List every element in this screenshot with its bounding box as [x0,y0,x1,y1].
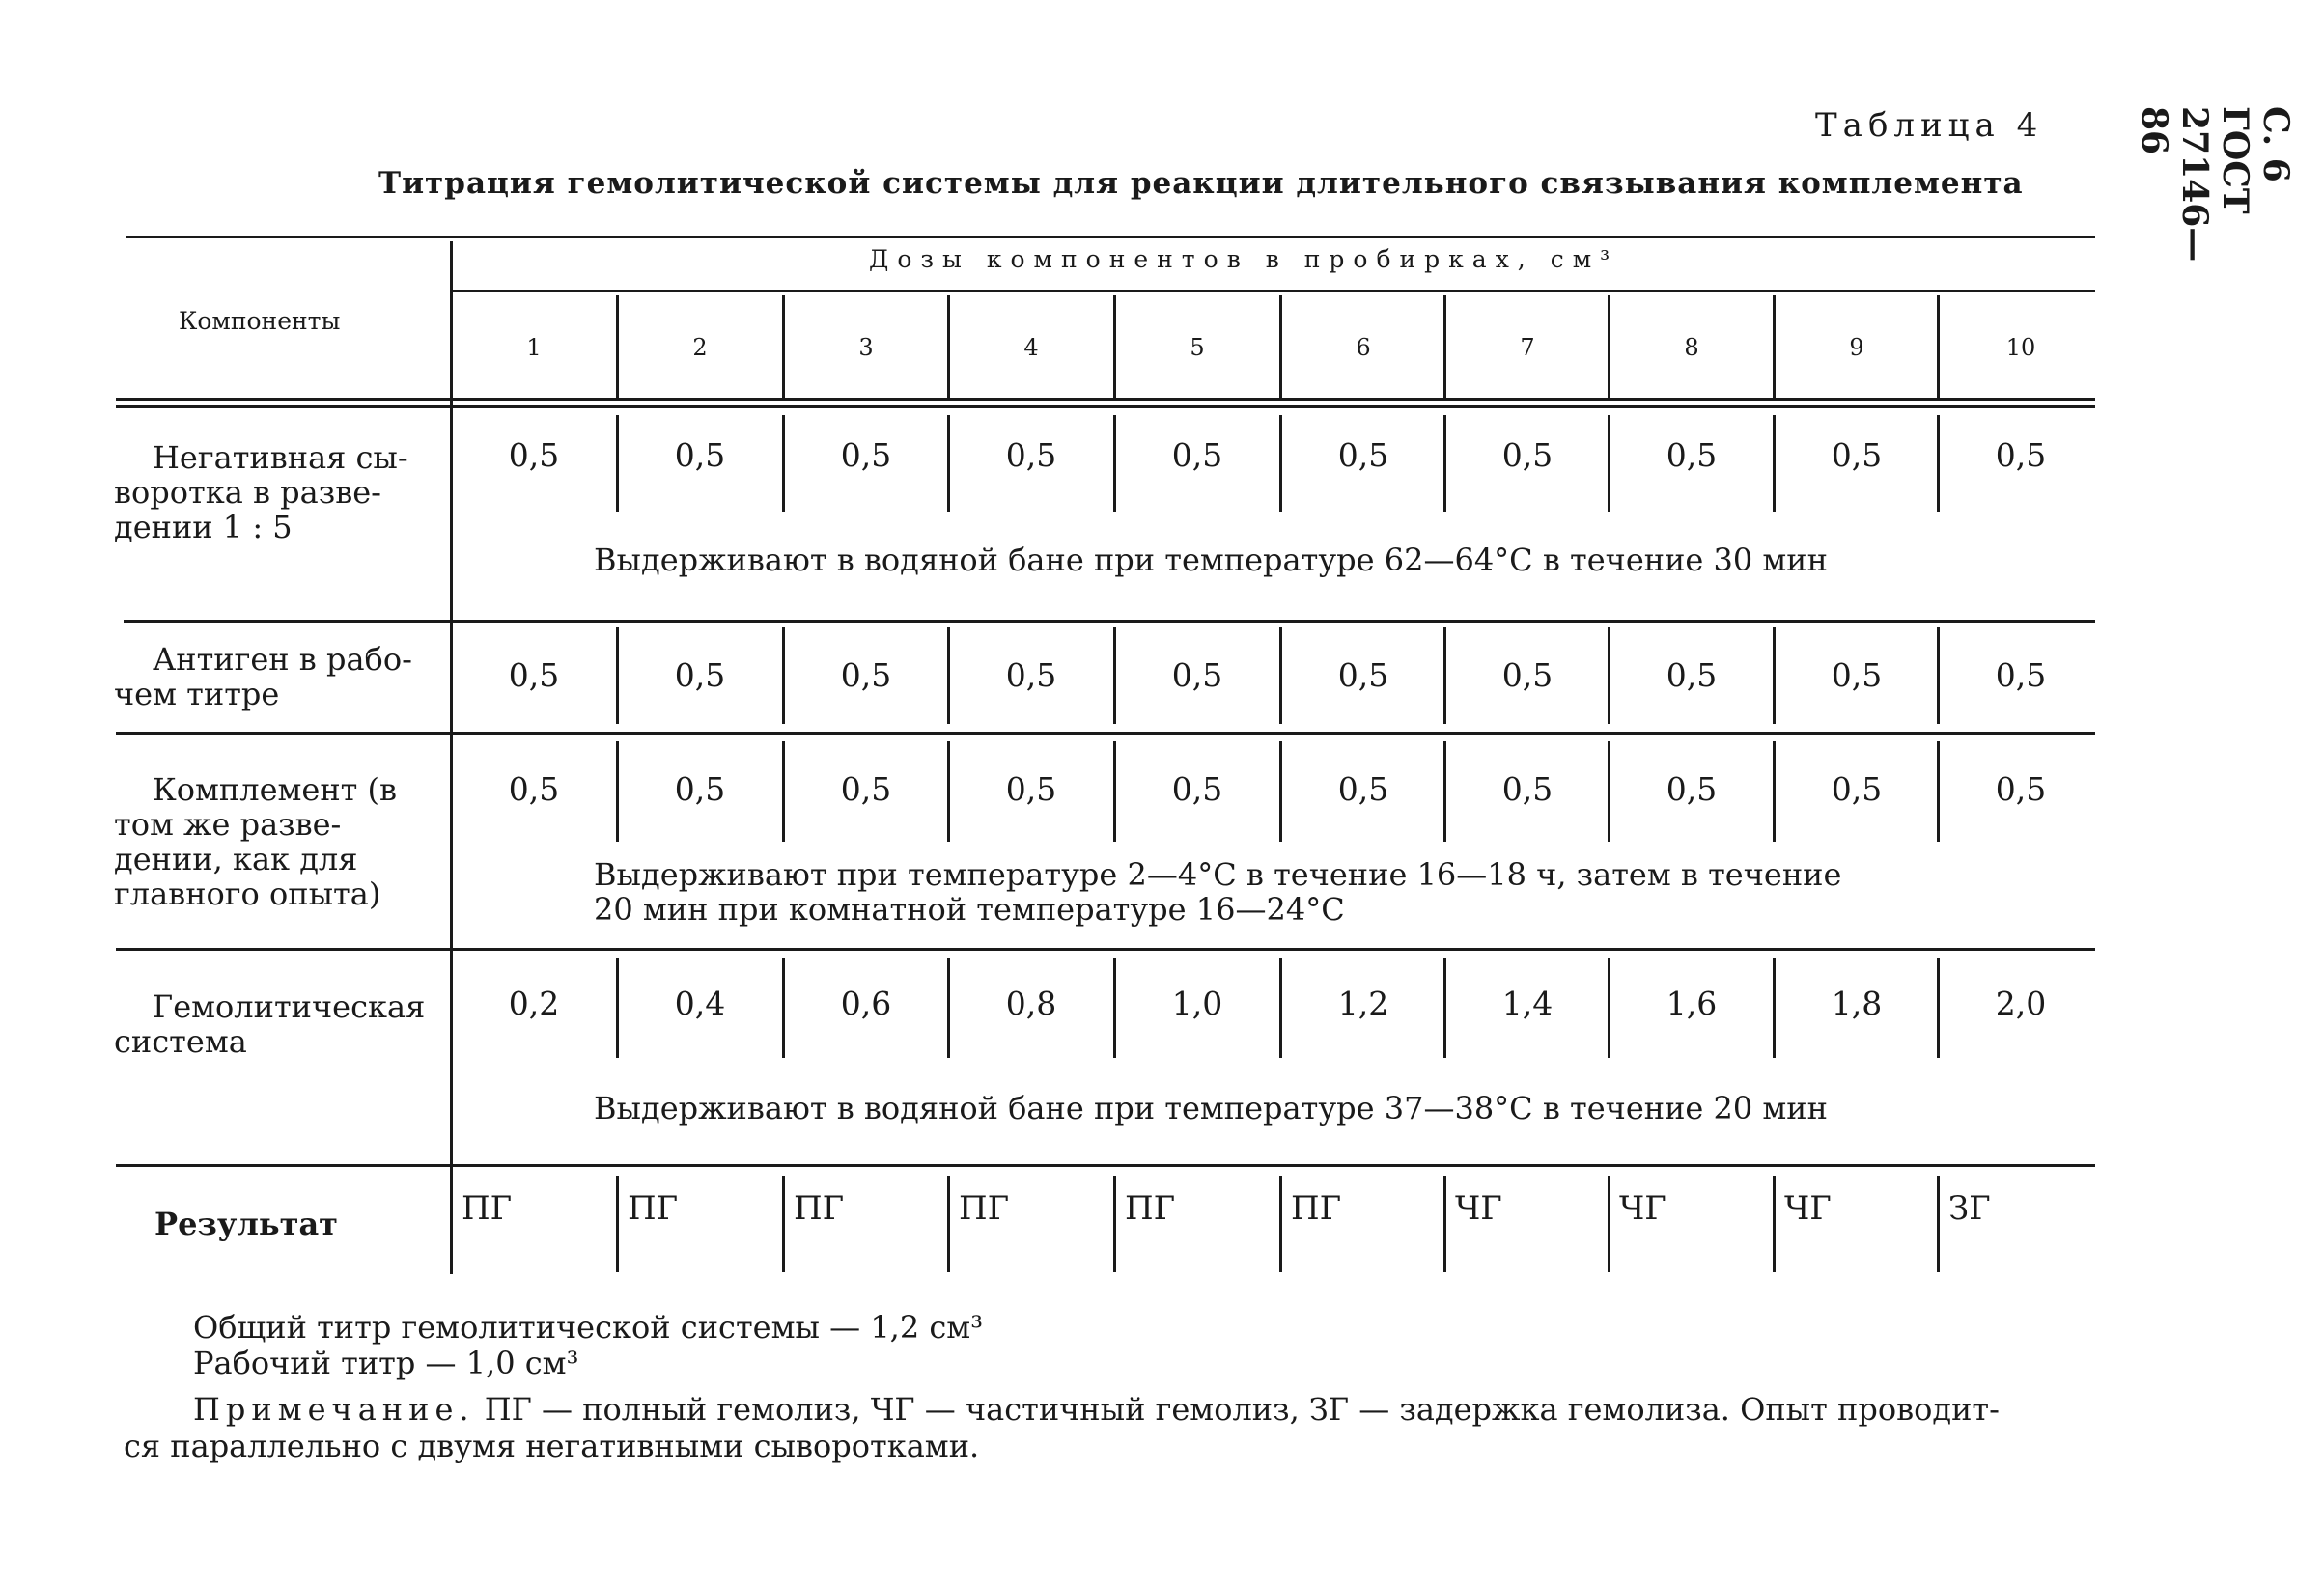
column-number: 6 [1356,334,1371,361]
value-cell: 0,5 [1501,656,1554,694]
row-rule-4 [116,1164,2095,1167]
note-line: Выдерживают в водяной бане при температуре 62—64°С в течение 30 мин [594,542,1828,578]
row-label-line: воротка в разве- [114,474,381,511]
row-rule-1 [124,620,2095,623]
value-column-divider [616,415,619,512]
value-column-divider [616,958,619,1058]
header-column-divider [1937,295,1940,398]
value-cell: 1,6 [1666,985,1718,1022]
result-column-divider [1608,1176,1610,1272]
value-cell: 0,4 [674,985,726,1022]
doses-header-rule [452,290,2095,292]
value-cell: 1,8 [1831,985,1883,1022]
header-column-divider [1608,295,1610,398]
value-cell: 0,5 [1337,656,1389,694]
row-label-complement [114,772,442,911]
value-column-divider [1937,627,1940,724]
value-column-divider [1113,627,1116,724]
result-cell: ПГ [1291,1189,1342,1228]
value-cell: 0,5 [1005,436,1057,474]
row-rule-2 [116,732,2095,735]
column-number: 2 [692,334,708,361]
value-column-divider [1773,741,1776,842]
value-cell: 0,2 [508,985,560,1022]
value-cell: 0,5 [1501,436,1554,474]
value-column-divider [616,627,619,724]
value-cell: 0,5 [1005,656,1057,694]
row-label-result [154,1207,483,1241]
value-cell: 0,5 [1831,436,1883,474]
value-cell: 0,5 [1995,770,2047,808]
total-titer: Общий титр гемолитической системы — 1,2 см³ [193,1309,984,1346]
value-column-divider [1113,958,1116,1058]
column-number: 10 [2005,334,2036,361]
note-line: Выдерживают при температуре 2—4°С в течение 16—18 ч, затем в течение [594,856,1842,893]
value-cell: 0,5 [1337,436,1389,474]
value-column-divider [1113,741,1116,842]
value-column-divider [1279,958,1282,1058]
doses-header: Дозы компонентов в пробирках, см³ [869,245,1619,273]
value-column-divider [782,741,785,842]
value-cell: 0,8 [1005,985,1057,1022]
value-column-divider [616,741,619,842]
header-column-divider [1443,295,1446,398]
value-cell: 0,5 [1831,656,1883,694]
result-column-divider [1443,1176,1446,1272]
header-bottom-rule-2 [116,405,2095,408]
row-rule-3 [116,948,2095,951]
note-block [193,1390,2105,1429]
row-label-hemolytic-system [114,989,442,1059]
value-cell: 0,5 [1171,436,1223,474]
row-label-line: главного опыта) [114,876,381,912]
value-column-divider [782,958,785,1058]
column-number: 5 [1190,334,1205,361]
value-cell: 0,5 [1171,770,1223,808]
value-column-divider [1443,958,1446,1058]
row-label-line: система [114,1023,247,1060]
value-column-divider [1937,958,1940,1058]
table-title: Титрация гемолитической системы для реакции длительного связывания комплемента [378,166,2024,201]
value-column-divider [1608,627,1610,724]
row-label-line: дении 1 : 5 [114,509,293,545]
result-cell: ЧГ [1784,1189,1832,1228]
row-label-line: чем титре [114,676,280,712]
value-column-divider [947,415,950,512]
row-label-negative-serum [114,440,442,544]
value-cell: 1,4 [1501,985,1554,1022]
row-label-line: Комплемент (в [153,771,398,808]
result-cell: ЗГ [1948,1189,1991,1228]
value-column-divider [947,627,950,724]
value-column-divider [1773,415,1776,512]
side-header: С. 6 ГОСТ 27146—86 [2134,106,2296,263]
value-cell: 0,6 [840,985,892,1022]
value-column-divider [947,741,950,842]
note-line: 20 мин при комнатной температуре 16—24°С [594,891,1345,928]
value-cell: 0,5 [1666,436,1718,474]
result-column-divider [782,1176,785,1272]
value-cell: 0,5 [840,770,892,808]
value-cell: 0,5 [840,656,892,694]
value-column-divider [1608,741,1610,842]
column-number: 3 [858,334,874,361]
value-cell: 0,5 [1337,770,1389,808]
header-column-divider [1773,295,1776,398]
result-cell: ПГ [628,1189,679,1228]
header-column-divider [1113,295,1116,398]
row-label-line: Гемолитическая [153,988,426,1025]
value-column-divider [1608,958,1610,1058]
value-column-divider [1443,741,1446,842]
row-label-line: том же разве- [114,806,342,843]
value-cell: 0,5 [508,656,560,694]
value-column-divider [1279,627,1282,724]
value-cell: 0,5 [674,656,726,694]
value-column-divider [1773,958,1776,1058]
value-cell: 0,5 [1666,656,1718,694]
value-column-divider [1443,627,1446,724]
value-cell: 0,5 [1995,656,2047,694]
value-cell: 0,5 [1831,770,1883,808]
table-label: Таблица 4 [1815,106,2044,145]
header-column-divider [947,295,950,398]
result-column-divider [616,1176,619,1272]
value-column-divider [947,958,950,1058]
row-label-line: дении, как для [114,841,358,877]
value-cell: 1,2 [1337,985,1389,1022]
note-heading: Примечание. [193,1391,475,1428]
result-cell: ПГ [794,1189,845,1228]
value-cell: 0,5 [1171,656,1223,694]
value-column-divider [1443,415,1446,512]
value-cell: 0,5 [1005,770,1057,808]
value-cell: 0,5 [674,770,726,808]
result-column-divider [1937,1176,1940,1272]
header-bottom-rule-1 [116,398,2095,401]
value-cell: 0,5 [1995,436,2047,474]
components-column-divider [450,241,453,1274]
note-row-hemolytic-system [594,1091,2139,1126]
row-label-line: Антиген в рабо- [153,641,412,678]
result-column-divider [1279,1176,1282,1272]
result-column-divider [947,1176,950,1272]
value-cell: 0,5 [508,770,560,808]
column-number: 4 [1023,334,1039,361]
value-column-divider [1608,415,1610,512]
column-number: 1 [526,334,542,361]
value-column-divider [1937,415,1940,512]
note-line-2: ся параллельно с двумя негативными сыворотками. [124,1428,980,1464]
row-label-line: Негативная сы- [153,439,408,476]
value-cell: 0,5 [840,436,892,474]
result-label: Результат [154,1206,338,1242]
components-header: Компоненты [179,307,341,335]
value-column-divider [782,415,785,512]
result-cell: ЧГ [1619,1189,1666,1228]
note-row-negative-serum [594,542,2139,577]
row-label-antigen [114,642,442,711]
value-column-divider [1937,741,1940,842]
result-column-divider [1773,1176,1776,1272]
note-line: Выдерживают в водяной бане при температуре 37—38°С в течение 20 мин [594,1090,1828,1126]
value-cell: 0,5 [508,436,560,474]
header-column-divider [616,295,619,398]
value-column-divider [1279,415,1282,512]
result-cell: ЧГ [1455,1189,1502,1228]
column-number: 7 [1520,334,1535,361]
working-titer: Рабочий титр — 1,0 см³ [193,1345,579,1381]
result-cell: ПГ [1125,1189,1176,1228]
value-column-divider [1113,415,1116,512]
result-cell: ПГ [462,1189,513,1228]
header-column-divider [1279,295,1282,398]
header-column-divider [782,295,785,398]
value-cell: 0,5 [1666,770,1718,808]
value-cell: 0,5 [1501,770,1554,808]
column-number: 8 [1684,334,1699,361]
column-number: 9 [1849,334,1864,361]
value-cell: 0,5 [674,436,726,474]
value-cell: 2,0 [1995,985,2047,1022]
value-column-divider [782,627,785,724]
note-line-1: ПГ — полный гемолиз, ЧГ — частичный гемолиз, ЗГ — задержка гемолиза. Опыт проводит- [484,1391,2000,1428]
result-cell: ПГ [959,1189,1010,1228]
result-column-divider [1113,1176,1116,1272]
note-row-complement [594,857,2139,927]
value-cell: 1,0 [1171,985,1223,1022]
value-column-divider [1773,627,1776,724]
table-top-rule [126,236,2095,238]
value-column-divider [1279,741,1282,842]
